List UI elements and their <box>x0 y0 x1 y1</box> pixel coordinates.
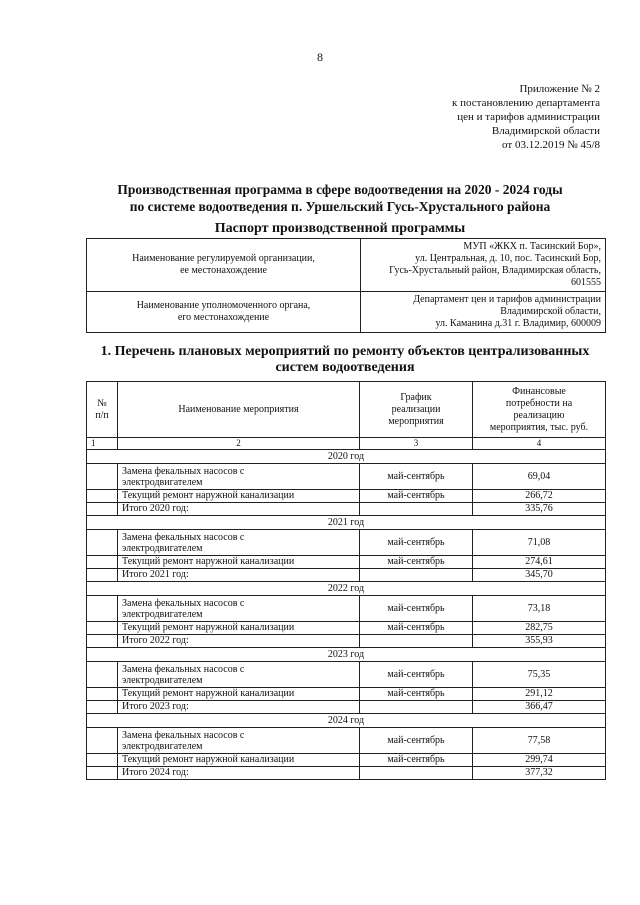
year-label: 2023 год <box>87 648 606 662</box>
passport-title: Паспорт производственной программы <box>214 221 466 236</box>
activity-schedule: май-сентябрь <box>360 530 473 556</box>
activity-schedule: май-сентябрь <box>360 464 473 490</box>
row-number <box>87 767 118 780</box>
activity-name-line: электродвигателем <box>122 608 203 620</box>
passport-value-line: МУП «ЖКХ п. Тасинский Бор», <box>463 241 601 252</box>
activity-amount: 291,12 <box>473 688 606 701</box>
plan-table <box>86 381 606 780</box>
activity-name-line: Замена фекальных насосов с <box>122 597 245 609</box>
appendix-note <box>380 82 600 152</box>
activity-amount: 73,18 <box>473 596 606 622</box>
passport-label-line: Наименование регулируемой организации, <box>132 253 315 264</box>
total-row <box>87 701 606 714</box>
total-schedule <box>360 569 473 582</box>
year-label: 2021 год <box>87 516 606 530</box>
activity-name <box>118 530 360 556</box>
row-number <box>87 701 118 714</box>
total-amount: 355,93 <box>473 635 606 648</box>
activity-name: Текущий ремонт наружной канализации <box>118 754 360 767</box>
total-label: Итого 2021 год: <box>118 569 360 582</box>
total-row <box>87 569 606 582</box>
header-text: мероприятия <box>388 415 444 427</box>
activity-schedule: май-сентябрь <box>360 728 473 754</box>
row-number <box>87 490 118 503</box>
activity-schedule: май-сентябрь <box>360 622 473 635</box>
header-text: п/п <box>95 409 109 421</box>
year-row <box>87 450 606 464</box>
activity-name: Текущий ремонт наружной канализации <box>118 688 360 701</box>
section-title-line: 1. Перечень плановых мероприятий по ремонту объектов централизованных <box>100 344 590 359</box>
passport-label-line: Наименование уполномоченного органа, <box>136 300 311 311</box>
row-number <box>87 688 118 701</box>
activity-amount: 282,75 <box>473 622 606 635</box>
row-number <box>87 622 118 635</box>
column-number: 2 <box>118 438 360 450</box>
activity-name-line: Замена фекальных насосов с <box>122 531 245 543</box>
activity-name: Текущий ремонт наружной канализации <box>118 622 360 635</box>
activity-name-line: электродвигателем <box>122 740 203 752</box>
year-row <box>87 648 606 662</box>
row-number <box>87 754 118 767</box>
passport-value-line: Департамент цен и тарифов администрации <box>413 294 601 305</box>
header-text: реализацию <box>513 409 565 421</box>
passport-table <box>86 238 606 333</box>
appendix-line: Приложение № 2 <box>519 83 600 95</box>
passport-label <box>87 292 361 333</box>
table-row <box>87 728 606 754</box>
section-title-line: систем водоотведения <box>275 360 415 375</box>
activity-name <box>118 662 360 688</box>
passport-value-line: Гусь-Хрустальный район, Владимирская область, <box>389 265 601 276</box>
activity-name-line: Замена фекальных насосов с <box>122 465 245 477</box>
header-text: мероприятия, тыс. руб. <box>489 421 589 433</box>
activity-name-line: Замена фекальных насосов с <box>122 729 245 741</box>
activity-amount: 75,35 <box>473 662 606 688</box>
year-label: 2024 год <box>87 714 606 728</box>
activity-amount: 274,61 <box>473 556 606 569</box>
activity-amount: 299,74 <box>473 754 606 767</box>
table-row <box>87 596 606 622</box>
passport-value <box>361 239 606 292</box>
passport-row <box>87 239 606 292</box>
total-label: Итого 2020 год: <box>118 503 360 516</box>
passport-value-line: Владимирской области, <box>500 306 601 317</box>
total-row <box>87 503 606 516</box>
passport-label-line: ее местонахождение <box>180 265 267 276</box>
header-finance <box>473 382 606 438</box>
appendix-line: к постановлению департамента <box>452 97 600 109</box>
total-label: Итого 2024 год: <box>118 767 360 780</box>
total-row <box>87 635 606 648</box>
table-row <box>87 464 606 490</box>
total-label: Итого 2023 год: <box>118 701 360 714</box>
total-amount: 335,76 <box>473 503 606 516</box>
total-schedule <box>360 767 473 780</box>
activity-schedule: май-сентябрь <box>360 556 473 569</box>
total-amount: 377,32 <box>473 767 606 780</box>
row-number <box>87 556 118 569</box>
header-schedule <box>360 382 473 438</box>
program-title <box>80 181 600 215</box>
year-row <box>87 582 606 596</box>
total-amount: 345,70 <box>473 569 606 582</box>
table-row <box>87 530 606 556</box>
column-number: 1 <box>87 438 118 450</box>
column-number: 3 <box>360 438 473 450</box>
plan-table-header <box>87 382 606 438</box>
column-number-row <box>87 438 606 450</box>
appendix-line: Владимирской области <box>491 125 600 137</box>
passport-value-line: ул. Центральная, д. 10, пос. Тасинский Бор, <box>415 253 601 264</box>
page-number: 8 <box>317 50 323 64</box>
activity-amount: 69,04 <box>473 464 606 490</box>
header-number <box>87 382 118 438</box>
passport-label-line: его местонахождение <box>177 312 270 323</box>
activity-amount: 71,08 <box>473 530 606 556</box>
passport-value-line: ул. Каманина д.31 г. Владимир, 600009 <box>435 318 601 329</box>
activity-name <box>118 464 360 490</box>
activity-schedule: май-сентябрь <box>360 596 473 622</box>
total-amount: 366,47 <box>473 701 606 714</box>
year-row <box>87 516 606 530</box>
year-label: 2022 год <box>87 582 606 596</box>
total-row <box>87 767 606 780</box>
activity-schedule: май-сентябрь <box>360 688 473 701</box>
table-row <box>87 688 606 701</box>
passport-label <box>87 239 361 292</box>
header-text: Финансовые <box>512 385 566 397</box>
column-number: 4 <box>473 438 606 450</box>
program-title-line: по системе водоотведения п. Уршельский Гусь-Хрустального района <box>129 199 551 214</box>
header-text: реализации <box>391 403 441 415</box>
activity-name-line: электродвигателем <box>122 542 203 554</box>
header-text: потребности на <box>505 397 573 409</box>
activity-name <box>118 596 360 622</box>
year-row <box>87 714 606 728</box>
year-label: 2020 год <box>87 450 606 464</box>
activity-schedule: май-сентябрь <box>360 754 473 767</box>
passport-value-line: 601555 <box>571 277 601 288</box>
activity-schedule: май-сентябрь <box>360 490 473 503</box>
header-name: Наименование мероприятия <box>118 382 360 438</box>
passport-row <box>87 292 606 333</box>
activity-name: Текущий ремонт наружной канализации <box>118 556 360 569</box>
activity-name <box>118 728 360 754</box>
row-number <box>87 728 118 754</box>
row-number <box>87 503 118 516</box>
total-schedule <box>360 503 473 516</box>
row-number <box>87 635 118 648</box>
activity-schedule: май-сентябрь <box>360 662 473 688</box>
activity-name-line: Замена фекальных насосов с <box>122 663 245 675</box>
total-schedule <box>360 635 473 648</box>
appendix-line: цен и тарифов администрации <box>457 111 600 123</box>
activity-name-line: электродвигателем <box>122 476 203 488</box>
table-row <box>87 754 606 767</box>
header-text: График <box>400 391 432 403</box>
row-number <box>87 464 118 490</box>
table-row <box>87 490 606 503</box>
row-number <box>87 662 118 688</box>
total-label: Итого 2022 год: <box>118 635 360 648</box>
table-row <box>87 662 606 688</box>
activity-name-line: электродвигателем <box>122 674 203 686</box>
program-title-line: Производственная программа в сфере водоотведения на 2020 - 2024 годы <box>117 182 563 197</box>
total-schedule <box>360 701 473 714</box>
row-number <box>87 530 118 556</box>
activity-name: Текущий ремонт наружной канализации <box>118 490 360 503</box>
table-row <box>87 556 606 569</box>
activity-amount: 266,72 <box>473 490 606 503</box>
appendix-line: от 03.12.2019 № 45/8 <box>502 139 600 151</box>
header-text: № <box>97 397 107 409</box>
table-row <box>87 622 606 635</box>
section-title <box>80 344 610 376</box>
activity-amount: 77,58 <box>473 728 606 754</box>
passport-value <box>361 292 606 333</box>
row-number <box>87 596 118 622</box>
row-number <box>87 569 118 582</box>
